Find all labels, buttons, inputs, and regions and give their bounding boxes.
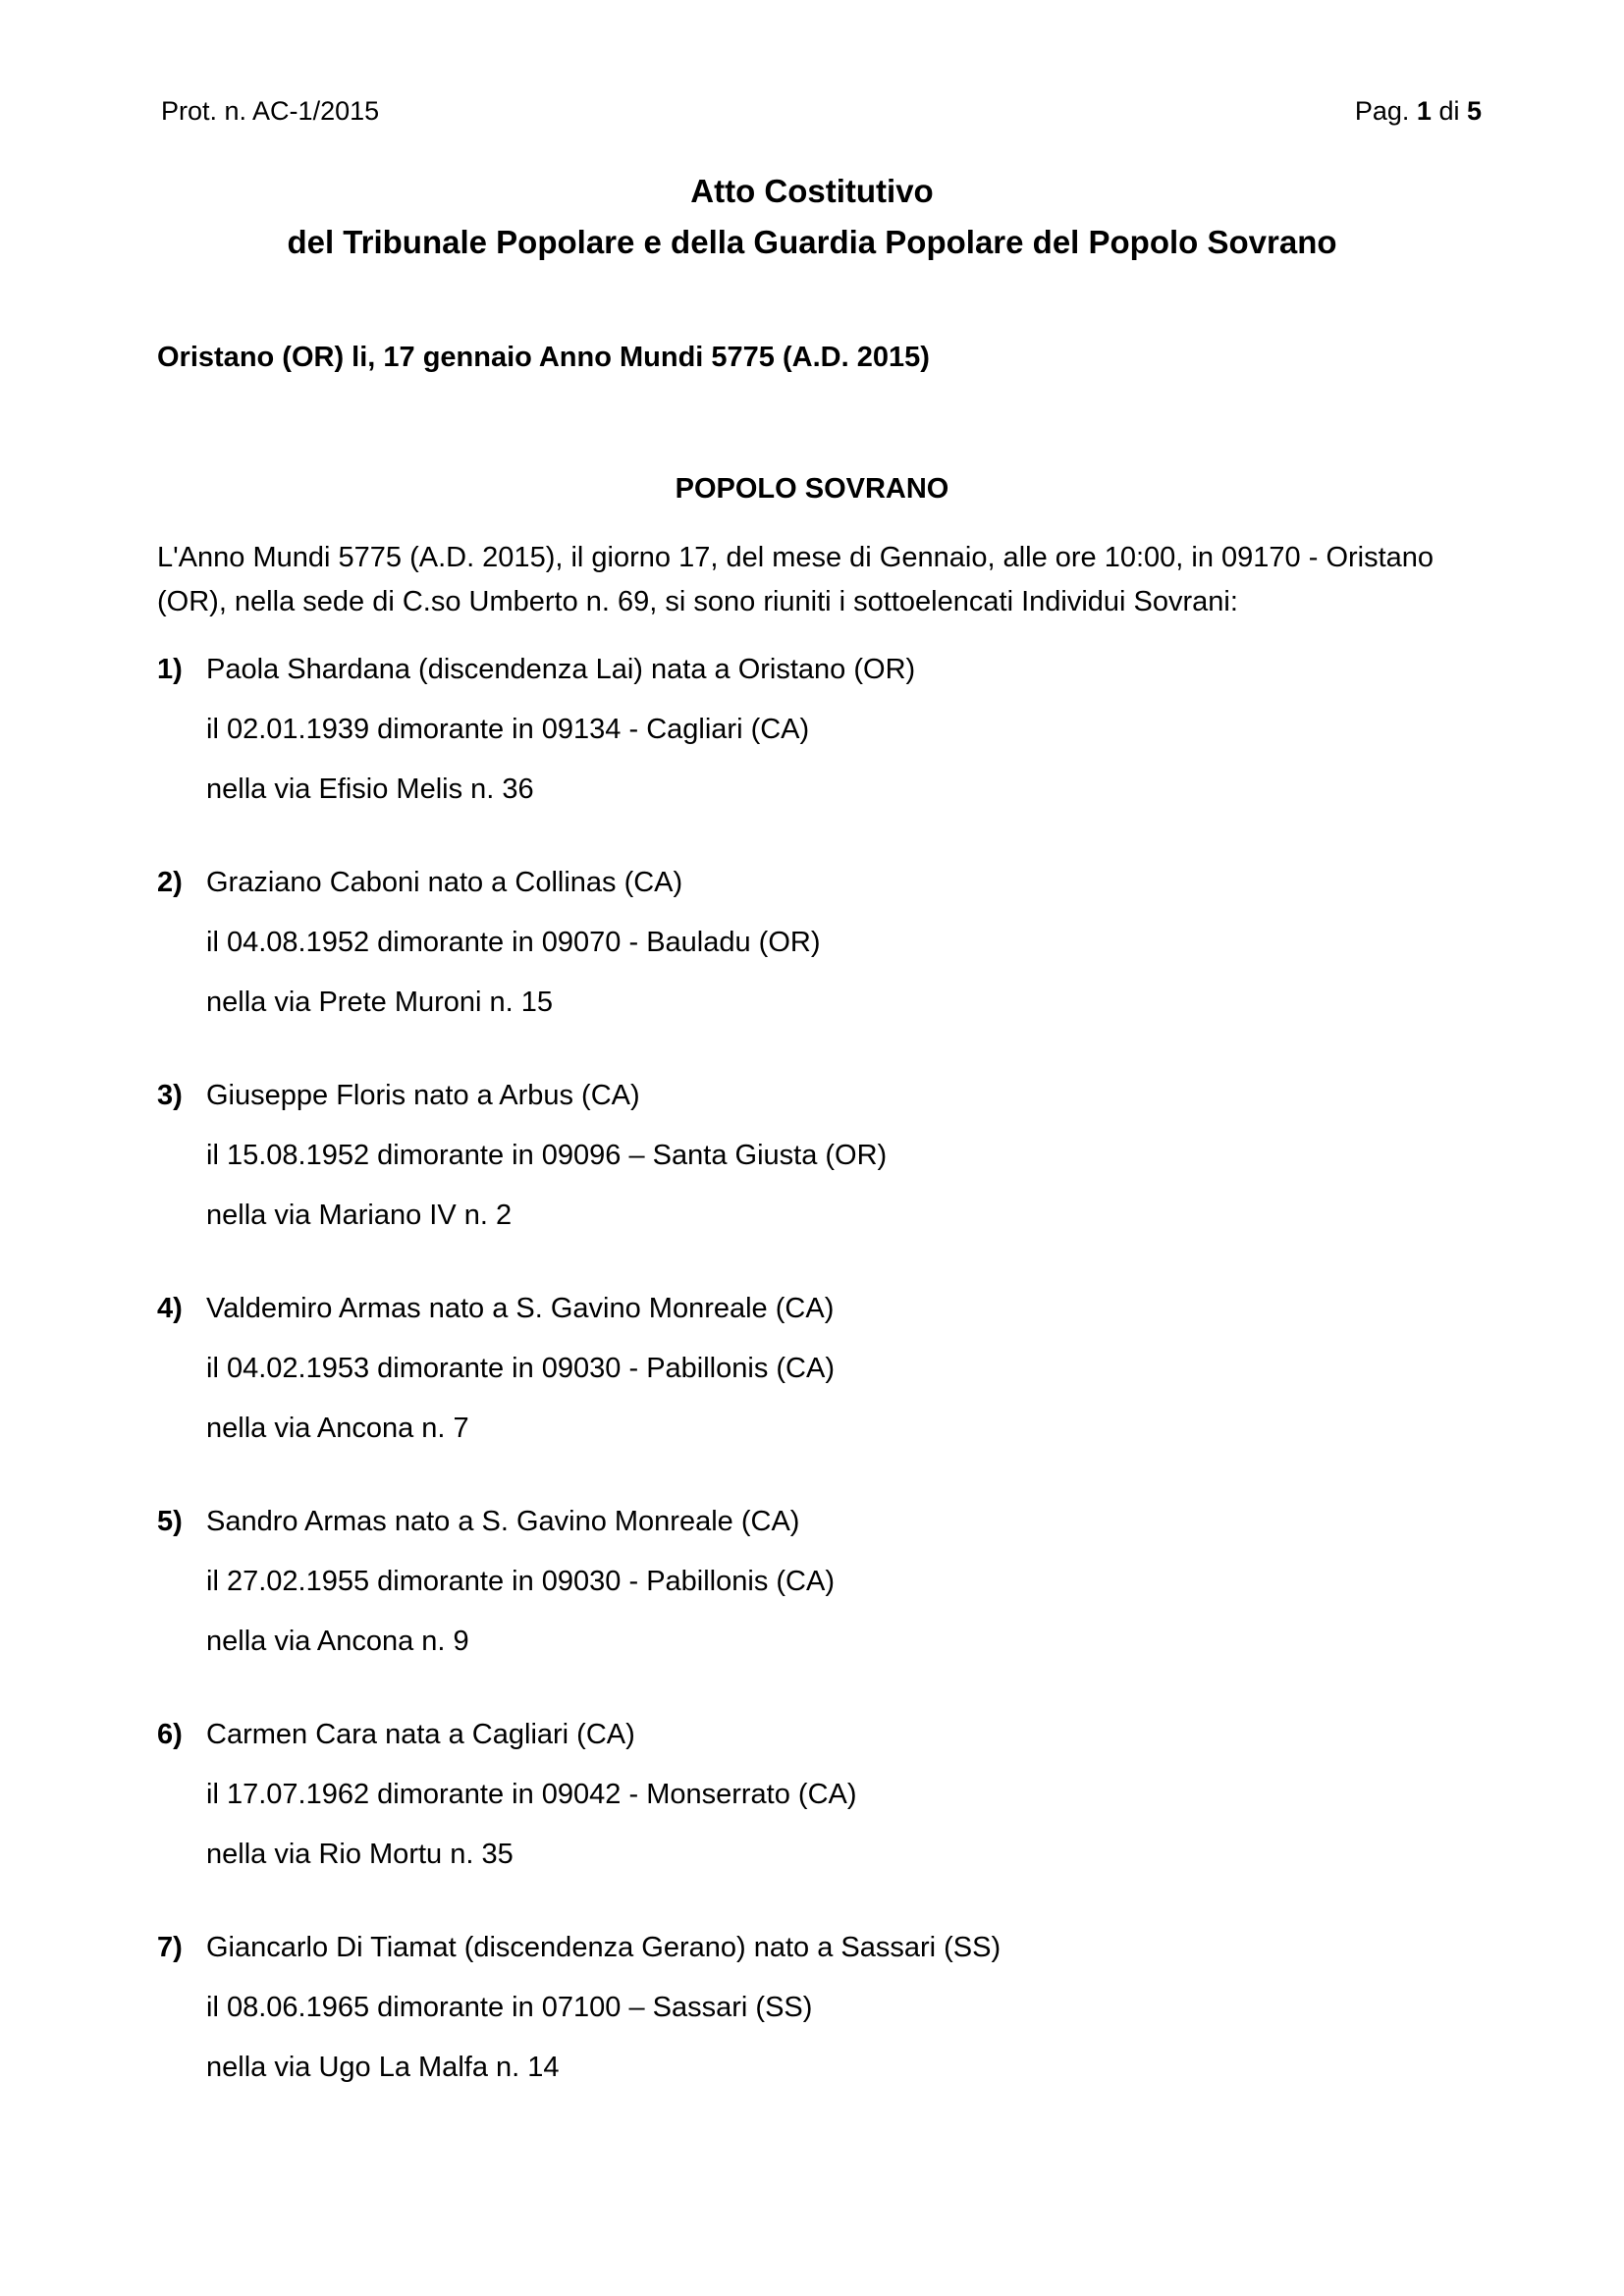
document-subtitle: del Tribunale Popolare e della Guardia Popolare del Popolo Sovrano — [287, 224, 1337, 260]
list-number: 3) — [157, 1080, 183, 1111]
person-birth: Graziano Caboni nato a Collinas (CA) — [206, 867, 683, 898]
page-separator: di — [1438, 96, 1460, 126]
list-item — [157, 867, 1492, 1080]
page-total: 5 — [1466, 96, 1482, 126]
person-residence: il 04.02.1953 dimorante in 09030 - Pabillonis (CA) — [206, 1353, 835, 1384]
list-number: 7) — [157, 1932, 183, 1963]
person-residence: il 08.06.1965 dimorante in 07100 – Sassari (SS) — [206, 1992, 813, 2023]
page-prefix: Pag. — [1354, 96, 1410, 126]
intro-paragraph: L'Anno Mundi 5775 (A.D. 2015), il giorno 17, del mese di Gennaio, alle ore 10:00, in 09170 - Oristano (OR), nella sede di C.so Umberto n. 69, si sono riuniti i sottoelencati Individui Sovrani: — [157, 542, 1435, 617]
people-list — [157, 654, 1492, 2145]
person-address: nella via Mariano IV n. 2 — [206, 1200, 513, 1231]
list-item — [157, 1506, 1492, 1719]
person-address: nella via Ancona n. 7 — [206, 1413, 469, 1444]
person-birth: Sandro Armas nato a S. Gavino Monreale (CA) — [206, 1506, 800, 1537]
list-number: 5) — [157, 1506, 183, 1537]
person-residence: il 27.02.1955 dimorante in 09030 - Pabillonis (CA) — [206, 1566, 835, 1597]
list-number: 6) — [157, 1719, 183, 1750]
person-residence: il 04.08.1952 dimorante in 09070 - Bauladu (OR) — [206, 927, 821, 958]
person-residence: il 02.01.1939 dimorante in 09134 - Cagliari (CA) — [206, 714, 810, 745]
place-date: Oristano (OR) li, 17 gennaio Anno Mundi 5775 (A.D. 2015) — [157, 342, 930, 373]
person-address: nella via Efisio Melis n. 36 — [206, 774, 534, 805]
list-item — [157, 1932, 1492, 2145]
protocol-number: Prot. n. AC-1/2015 — [161, 96, 380, 126]
page-indicator — [1355, 96, 1482, 127]
section-heading: POPOLO SOVRANO — [675, 473, 949, 505]
document-title: Atto Costitutivo — [690, 173, 934, 209]
person-birth: Paola Shardana (discendenza Lai) nata a Oristano (OR) — [206, 654, 916, 685]
list-item — [157, 1719, 1492, 1932]
list-number: 4) — [157, 1293, 183, 1324]
list-item — [157, 654, 1492, 867]
person-address: nella via Ugo La Malfa n. 14 — [206, 2052, 560, 2083]
list-item — [157, 1080, 1492, 1293]
person-address: nella via Ancona n. 9 — [206, 1626, 469, 1657]
person-birth: Carmen Cara nata a Cagliari (CA) — [206, 1719, 635, 1750]
person-residence: il 17.07.1962 dimorante in 09042 - Monserrato (CA) — [206, 1779, 857, 1810]
person-residence: il 15.08.1952 dimorante in 09096 – Santa Giusta (OR) — [206, 1140, 888, 1171]
person-birth: Giancarlo Di Tiamat (discendenza Gerano) nato a Sassari (SS) — [206, 1932, 1001, 1963]
page-current: 1 — [1416, 96, 1432, 126]
person-address: nella via Prete Muroni n. 15 — [206, 987, 554, 1018]
list-number: 2) — [157, 867, 183, 898]
list-number: 1) — [157, 654, 183, 685]
person-address: nella via Rio Mortu n. 35 — [206, 1839, 514, 1870]
list-item — [157, 1293, 1492, 1506]
person-birth: Giuseppe Floris nato a Arbus (CA) — [206, 1080, 640, 1111]
person-birth: Valdemiro Armas nato a S. Gavino Monreale (CA) — [206, 1293, 835, 1324]
